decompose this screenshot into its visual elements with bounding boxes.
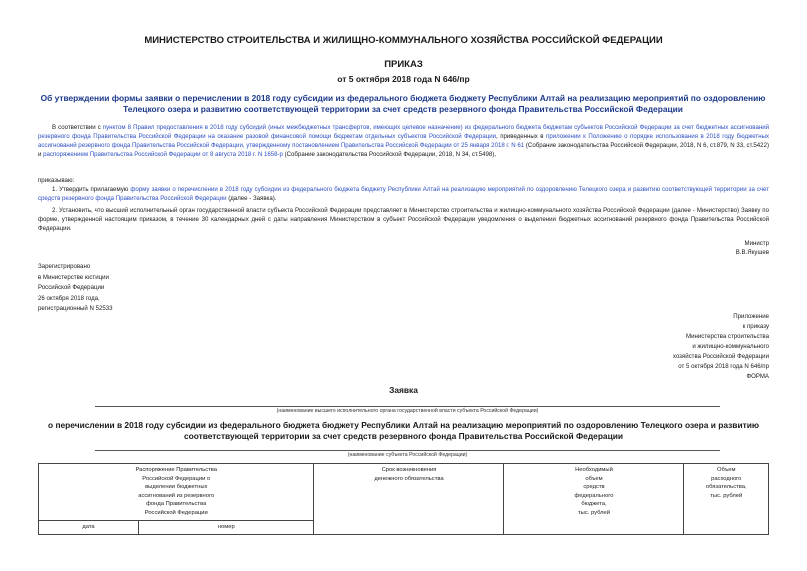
document-type: ПРИКАЗ xyxy=(384,59,423,70)
government-order-link[interactable]: распоряжением Правительства Российской Федерации от 8 августа 2018 г. N 1658-р xyxy=(43,150,283,158)
preamble-text-4: (Собрание законодательства Российской Федерации, 2018, N 34, ст.5498), xyxy=(282,150,497,158)
form-heading: Заявка xyxy=(389,385,418,395)
form-link[interactable]: форму заявки о перечислении в 2018 году субсидии из федерального бюджета бюджету Республики Алтай на реализацию мероприятий по оздоровлению Телецкого озера и развитию соответствующей территории за счет средств резервного фонда Правительства Российской Федерации xyxy=(38,186,770,202)
preamble-paragraph xyxy=(38,124,769,160)
subheader-cell-number: номер xyxy=(139,521,314,535)
title-form-link[interactable]: формы заявки о перечислении в 2018 году субсидии из федерального бюджета бюджету Республики Алтай на реализацию мероприятий по оздоровлению Телецкого озера и развитию соответствующей территории за счет средств резервного фонда Правительства Российской Федерации xyxy=(111,93,766,114)
registration-line: 26 октября 2018 года, xyxy=(38,294,100,302)
signature-name: В.В.Якушев xyxy=(735,249,769,256)
header-line: бюджета, xyxy=(581,501,607,507)
header-line: расходного xyxy=(711,475,742,482)
registration-line: Российской Федерации xyxy=(38,284,105,291)
ministry-name: МИНИСТЕРСТВО СТРОИТЕЛЬСТВА И ЖИЛИЩНО-КОММУНАЛЬНОГО ХОЗЯЙСТВА РОССИЙСКОЙ ФЕДЕРАЦИИ xyxy=(144,35,663,46)
registration-line: в Министерстве юстиции xyxy=(38,273,109,281)
appendix-line: Министерства строительства xyxy=(686,333,769,340)
region-name-line xyxy=(95,450,720,451)
header-line: ассигнований из резервного xyxy=(138,492,215,499)
registration-line: Зарегистрировано xyxy=(38,263,91,270)
appendix-line: хозяйства Российской Федерации xyxy=(672,353,769,360)
order-date-number: от 5 октября 2018 года N 646/пр xyxy=(337,74,470,84)
appendix-line: и жилищно-коммунального xyxy=(692,343,769,350)
signature-block xyxy=(736,239,769,257)
header-cell-needed-funds xyxy=(504,464,684,535)
table-header-row xyxy=(39,464,769,521)
preamble-text-1: В соответствии с xyxy=(52,124,103,131)
header-line: выделении бюджетных xyxy=(145,484,208,490)
appendix-line: ФОРМА xyxy=(746,373,769,380)
header-line: объем xyxy=(585,475,603,482)
header-line: Российской Федерации о xyxy=(142,475,211,482)
header-line: федерального xyxy=(574,492,614,499)
header-line: Необходимый xyxy=(575,467,613,473)
form-main-title: о перечислении в 2018 году субсидии из федерального бюджета бюджету Республики Алтай на реализацию мероприятий по оздоровлению Телецкого озера и развитию соответствующей территории за счет средств резервного фонда Правительства Российской Федерации xyxy=(48,420,759,441)
title-prefix: Об утверждении xyxy=(40,93,112,103)
registration-block xyxy=(38,262,113,315)
header-cell-term xyxy=(314,464,504,535)
appendix-line: от 5 октября 2018 года N 646/пр xyxy=(678,363,769,370)
appendix-line: Приложение xyxy=(733,313,769,320)
item-1-text-2: (далее - Заявка). xyxy=(226,194,277,202)
preamble-text-3: (Собрание законодательства Российской Федерации, 2018, N 6, ст.879, N 33, ст.5422) и xyxy=(38,141,769,158)
item-1-text-1: 1. Утвердить прилагаемую xyxy=(52,186,131,193)
item-1-paragraph xyxy=(38,186,769,204)
signature-position: Министр xyxy=(744,240,769,247)
subheader-cell-date: дата xyxy=(39,521,139,535)
header-cell-order xyxy=(39,464,314,521)
header-line: денежного обязательства xyxy=(374,475,444,482)
item-2-text: 2. Установить, что высший исполнительный орган государственной власти субъекта Российской Федерации представляет в Министерство строительства и жилищно-коммунального хозяйства Российской Федерации (далее - Министерство) Заявку по форме, утвержденной настоящим приказом, в течение 30 календарных дней с даты направления Министерством в субъект Российской Федерации уведомления о выделении бюджетных ассигнований резервного фонда Правительства Российской Федерации. xyxy=(38,207,769,232)
appendix-line: к приказу xyxy=(742,323,769,330)
rules-link[interactable]: пунктом 8 Правил предоставления в 2018 году субсидий (иных межбюджетных трансфертов, имеющих целевое назначение) из федерального бюджета бюджетам субъектов Российской Федерации за счет бюджетных ассигнований резервного фонда Правительства Российской Федерации на оказание разовой финансовой помощи бюджетам отдельных субъектов Российской Федерации xyxy=(38,124,770,140)
header-line: Российской Федерации xyxy=(144,509,208,516)
authority-name-caption: (наименование высшего исполнительного органа государственной власти субъекта Российской Федерации) xyxy=(276,408,539,414)
authority-name-line xyxy=(95,406,720,407)
header-line: Распоряжение Правительства xyxy=(135,467,218,473)
order-intro: приказываю: xyxy=(38,177,75,184)
preamble-text-2: , приведенных в xyxy=(496,132,547,140)
header-line: тыс. рублей xyxy=(710,492,743,499)
header-line: Срок возникновения xyxy=(381,467,437,473)
regulation-link[interactable]: приложении к Положению о порядке использования в 2018 году бюджетных ассигнований резервного фонда Правительства Российской Федерации, утвержденному постановлением Правительства Российской Федерации от 25 января 2018 г. N 61 xyxy=(38,132,769,149)
form-table xyxy=(38,463,769,535)
header-line: средств xyxy=(583,484,605,490)
header-cell-obligation xyxy=(684,464,769,535)
document-title xyxy=(28,93,778,115)
registration-line: регистрационный N 52533 xyxy=(38,305,113,312)
item-2-paragraph xyxy=(38,207,769,234)
header-line: обязательства, xyxy=(705,484,747,490)
header-line: Объем xyxy=(717,467,736,473)
region-name-caption: (наименование субъекта Российской Федерации) xyxy=(347,452,468,458)
appendix-block xyxy=(673,312,769,382)
header-line: фонда Правительства xyxy=(146,501,207,507)
header-line: тыс. рублей xyxy=(578,509,610,516)
